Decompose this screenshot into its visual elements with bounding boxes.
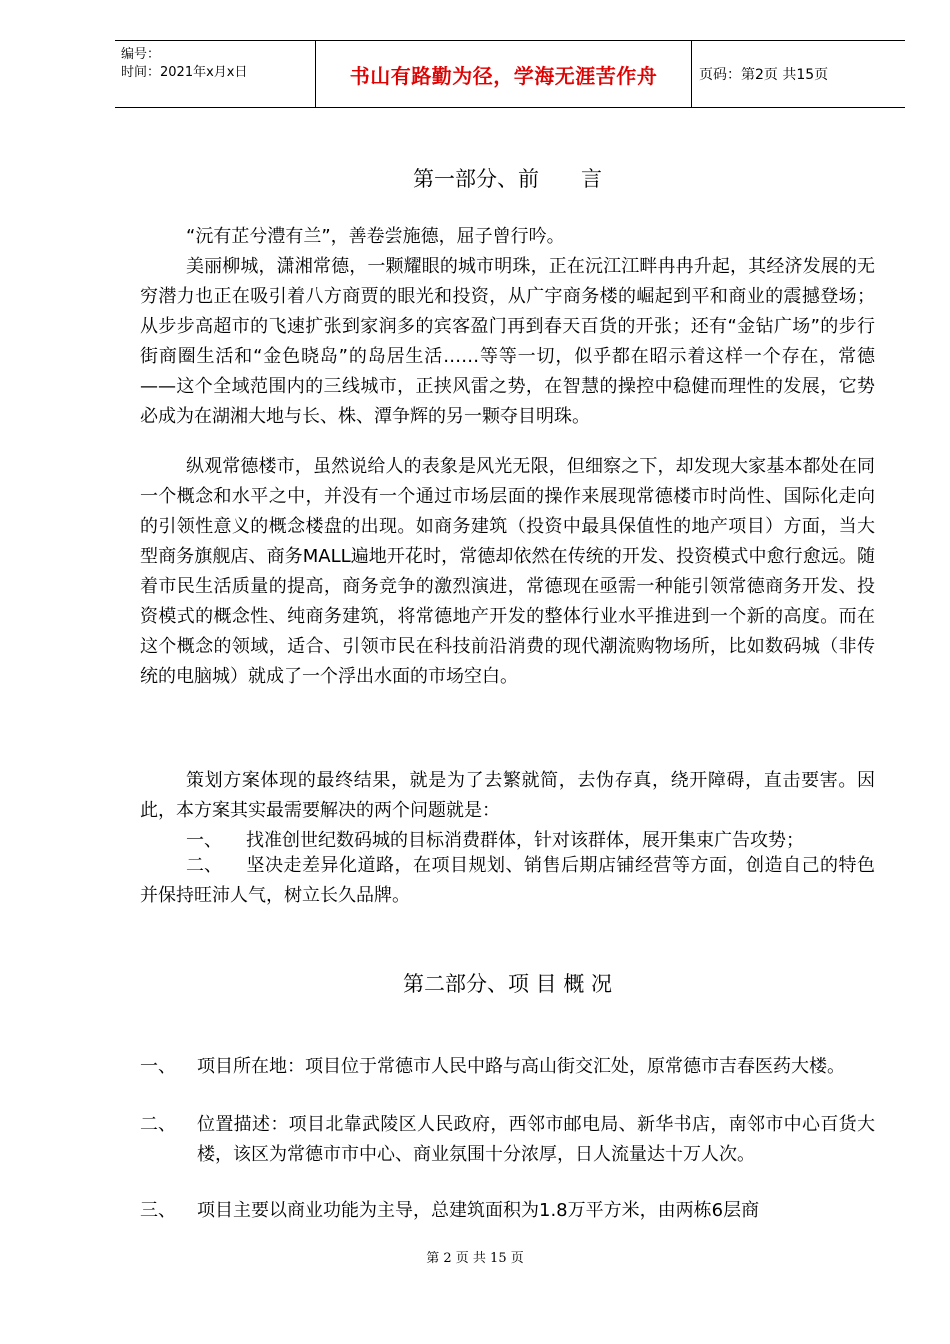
plan-item-2-label: 二、 — [186, 855, 222, 876]
overview-item-2-text: 位置描述：项目北靠武陵区人民政府，西邻市邮电局、新华书店，南邻市中心百货大楼，该区为常德市市中心、商业氛围十分浓厚，日人流量达十万人次。 — [197, 1114, 875, 1165]
page-footer: 第 2 页 共 15 页 — [426, 1251, 524, 1266]
paragraph-intro: 美丽柳城，潇湘常德，一颗耀眼的城市明珠，正在沅江江畔冉冉升起，其经济发展的无穷潜力也正在吸引着八方商贾的眼光和投资，从广宇商务楼的崛起到平和商业的震撼登场；从步步高超市的飞速扩张到家润多的宾客盈门再到春天百货的开张；还有“金钻广场”的步行街商圈生活和“金色晓岛”的岛居生活……等等一切，似乎都在昭示着这样一个存在，常德——这个全域范围内的三线城市，正挟风雷之势，在智慧的操控中稳健而理性的发展，它势必成为在湖湘大地与长、株、潭争辉的另一颗夺目明珠。 — [140, 256, 875, 427]
number-label: 编号： — [121, 47, 161, 62]
paragraph-plan: 策划方案体现的最终结果，就是为了去繁就简，去伪存真，绕开障碍，直击要害。因此，本方案其实最需要解决的两个问题就是： — [140, 770, 875, 821]
overview-item-1 — [140, 1052, 875, 1082]
plan-item-2 — [140, 851, 875, 911]
plan-item-1-text: 找准创世纪数码城的目标消费群体，针对该群体，展开集束广告攻势； — [246, 830, 804, 851]
overview-item-3-label: 三、 — [140, 1200, 176, 1221]
paragraph-market: 纵观常德楼市，虽然说给人的表象是风光无限，但细察之下，却发现大家基本都处在同一个概念和水平之中，并没有一个通过市场层面的操作来展现常德楼市时尚性、国际化走向的引领性意义的概念楼盘的出现。如商务建筑（投资中最具保值性的地产项目）方面，当大型商务旗舰店、商务MALL遍地开花时，常德却依然在传统的开发、投资模式中愈行愈远。随着市民生活质量的提高，商务竞争的激烈演进，常德现在亟需一种能引领常德商务开发、投资模式的概念性、纯商务建筑，将常德地产开发的整体行业水平推进到一个新的高度。而在这个概念的领域，适合、引领市民在科技前沿消费的现代潮流购物场所，比如数码城（非传统的电脑城）就成了一个浮出水面的市场空白。 — [140, 456, 875, 687]
plan-item-2-text: 坚决走差异化道路，在项目规划、销售后期店铺经营等方面，创造自己的特色并保持旺沛人气，树立长久品牌。 — [140, 855, 875, 906]
header-motto-cell — [315, 41, 692, 107]
section2-title: 第二部分、项 目 概 况 — [402, 972, 613, 996]
overview-item-2-label: 二、 — [140, 1114, 176, 1135]
overview-item-3 — [140, 1196, 875, 1226]
overview-item-2 — [140, 1110, 875, 1170]
section1-title: 第一部分、前 言 — [413, 167, 602, 191]
paragraph-quote: “沅有芷兮澧有兰”，善卷尝施德，屈子曾行吟。 — [186, 226, 565, 247]
header-page-info: 页码：第2页 共15页 — [699, 67, 829, 83]
page-header — [115, 40, 905, 108]
overview-item-1-text: 项目所在地：项目位于常德市人民中路与高山街交汇处，原常德市吉春医药大楼。 — [197, 1056, 845, 1077]
time-label: 时间：2021年x月x日 — [121, 65, 248, 80]
overview-item-3-text: 项目主要以商业功能为主导，总建筑面积为1.8万平方米，由两栋6层商 — [197, 1200, 760, 1221]
header-meta — [115, 41, 315, 107]
plan-item-1-label: 一、 — [186, 830, 222, 851]
header-motto: 书山有路勤为径，学海无涯苦作舟 — [349, 63, 658, 88]
overview-item-1-label: 一、 — [140, 1056, 176, 1077]
